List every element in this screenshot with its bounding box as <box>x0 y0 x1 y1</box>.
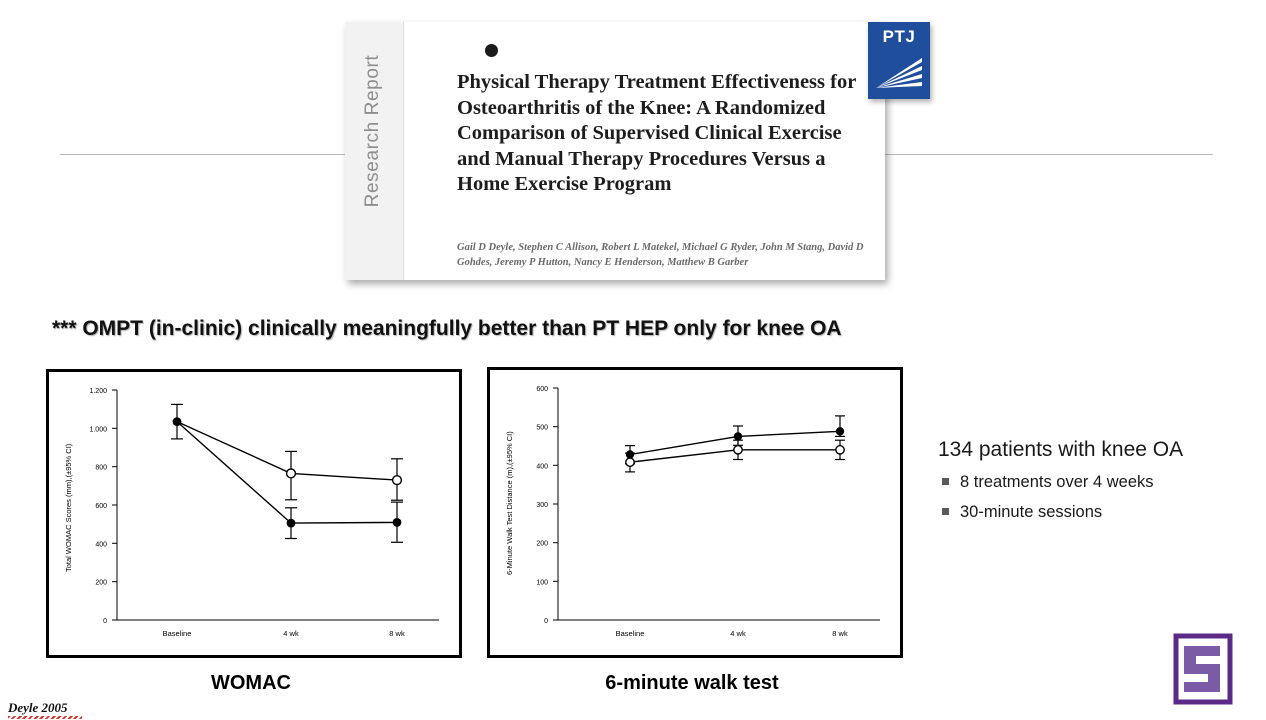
article-bullet-dot <box>485 44 498 57</box>
svg-text:100: 100 <box>536 579 548 587</box>
list-item-label: 30-minute sessions <box>960 503 1103 521</box>
svg-text:1.000: 1.000 <box>89 426 107 434</box>
article-sidebar-label: Research Report <box>362 54 383 208</box>
womac-ylabel: Total WOMAC Scores (mm),(±95% CI) <box>64 443 73 572</box>
ptj-logo-label: PTJ <box>882 27 916 46</box>
article-sidebar <box>345 22 404 280</box>
svg-text:600: 600 <box>536 386 548 393</box>
walk-ylabel: 6-Minute Walk Test Distance (m),(±95% CI) <box>505 431 514 575</box>
svg-text:500: 500 <box>536 424 548 432</box>
svg-text:0: 0 <box>544 618 548 625</box>
svg-text:1.200: 1.200 <box>89 388 107 395</box>
square-bullet-icon <box>942 508 949 515</box>
svg-text:200: 200 <box>536 540 548 548</box>
caption-womac: WOMAC <box>211 672 291 694</box>
caption-walk-test: 6-minute walk test <box>605 672 779 694</box>
citation-text: Deyle 2005 <box>8 700 68 715</box>
svg-text:4 wk: 4 wk <box>730 629 746 638</box>
list-item-label: 8 treatments over 4 weeks <box>960 473 1154 491</box>
study-summary-title: 134 patients with knee OA <box>938 438 1184 461</box>
journal-article-card <box>345 22 885 280</box>
svg-text:800: 800 <box>95 464 107 472</box>
article-authors: Gail D Deyle, Stephen C Allison, Robert L Matekel, Michael G Ryder, John M Stang, David D Gohdes, Jeremy P Hutton, Nancy E Henderson, Matthew B Garber <box>457 242 864 268</box>
square-bullet-icon <box>942 478 949 485</box>
svg-text:400: 400 <box>95 541 107 549</box>
ptj-journal-logo <box>868 22 930 99</box>
svg-text:0: 0 <box>103 618 107 625</box>
ptj-logo-rays-icon <box>874 52 924 92</box>
svg-text:200: 200 <box>95 579 107 587</box>
svg-text:400: 400 <box>536 463 548 471</box>
headline-text: *** OMPT (in-clinic) clinically meaningfully better than PT HEP only for knee OA <box>52 317 842 340</box>
chart-womac <box>46 369 462 658</box>
chart-walk-test <box>487 367 903 658</box>
svg-text:4 wk: 4 wk <box>283 629 299 638</box>
svg-text:Baseline: Baseline <box>615 629 645 638</box>
svg-text:300: 300 <box>536 502 548 509</box>
svg-text:8 wk: 8 wk <box>832 629 848 638</box>
university-logo-icon <box>1162 626 1244 712</box>
list-item <box>938 500 1248 524</box>
chart-womac-svg <box>49 372 453 649</box>
svg-text:600: 600 <box>95 503 107 510</box>
study-summary <box>938 438 1248 524</box>
list-item <box>938 470 1248 494</box>
chart-walk-svg <box>490 370 894 649</box>
svg-text:Baseline: Baseline <box>162 629 192 638</box>
svg-text:8 wk: 8 wk <box>389 629 405 638</box>
article-title: Physical Therapy Treatment Effectiveness for Osteoarthritis of the Knee: A Randomized Comparison of Supervised Clinical Exercise and Manual Therapy Procedures Versus a Home Exercise Program <box>457 71 856 195</box>
